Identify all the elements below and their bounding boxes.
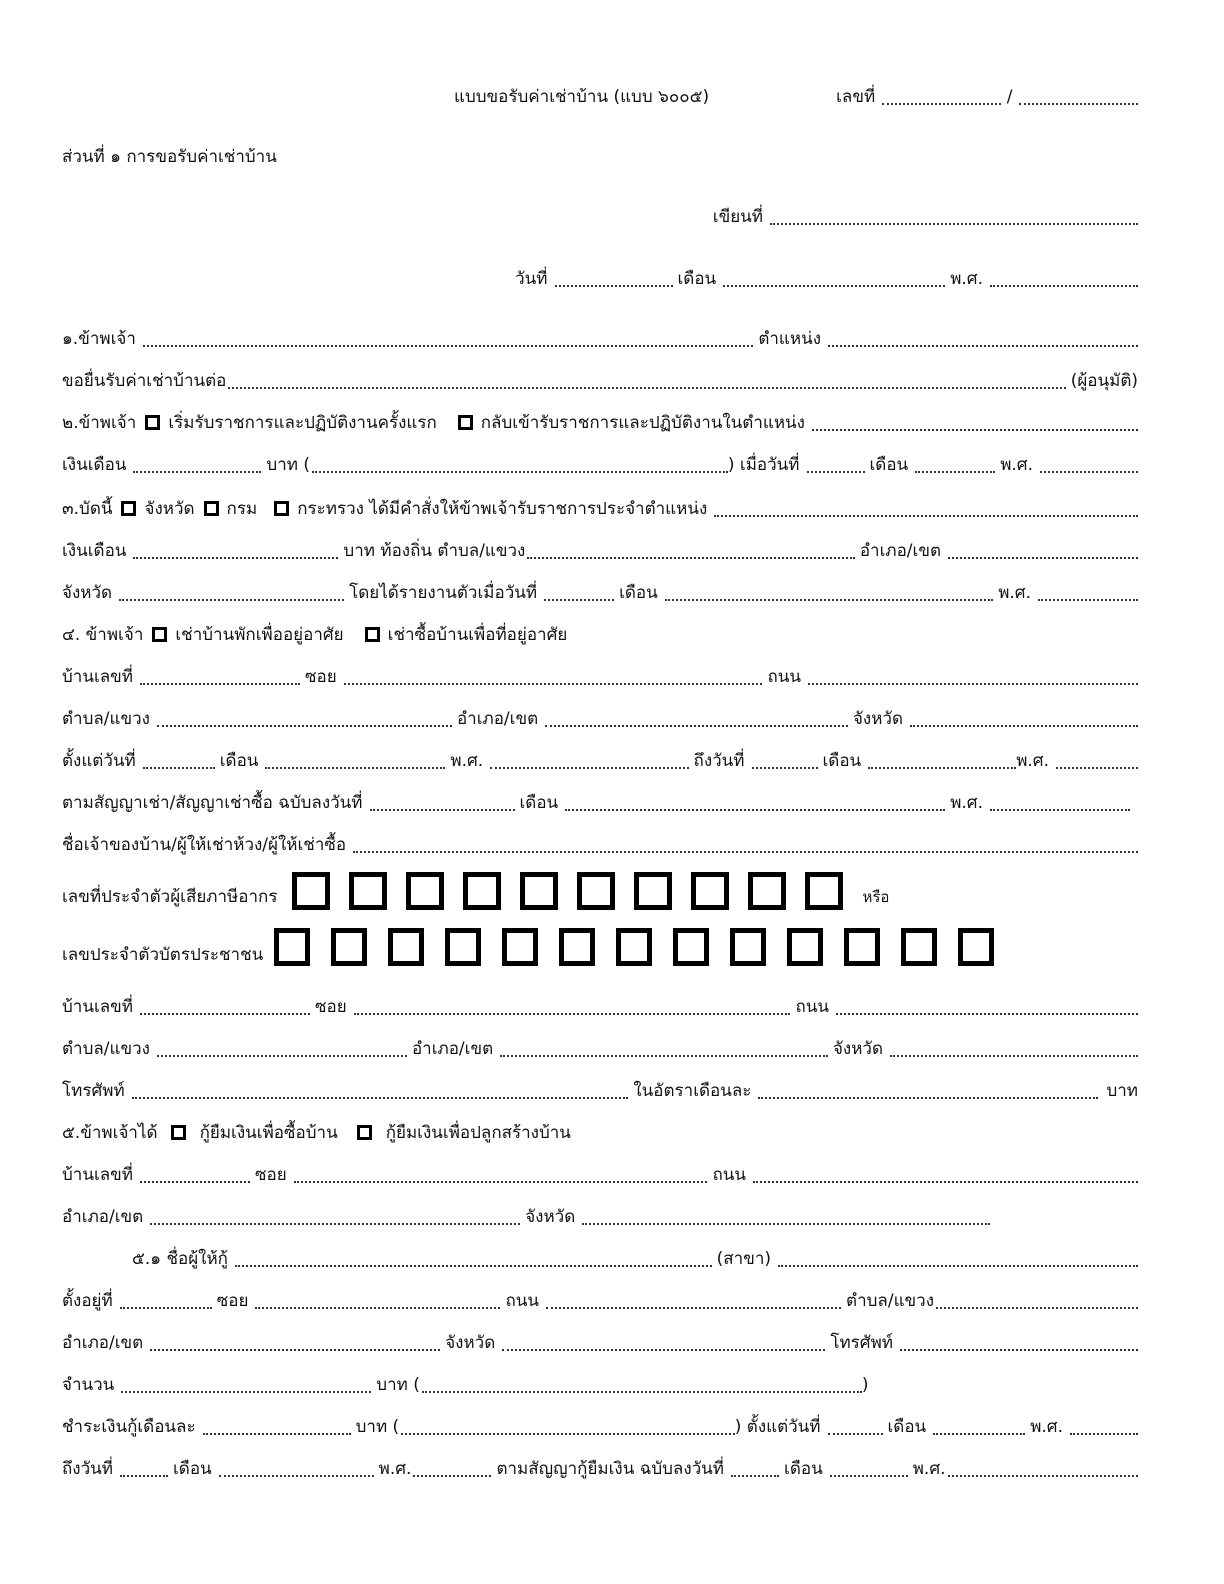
- from-month-label: เดือน: [219, 751, 259, 771]
- item4-contract-row: [62, 784, 1138, 814]
- id-card-digit-box[interactable]: [559, 928, 595, 966]
- salary-label: เงินเดือน: [62, 455, 127, 475]
- assigned-position-field[interactable]: [714, 497, 1138, 517]
- applicant-name-field[interactable]: [143, 327, 753, 347]
- item3-salary-field[interactable]: [133, 539, 338, 559]
- month-label: เดือน: [677, 269, 717, 289]
- id-card-digit-box[interactable]: [958, 928, 994, 966]
- baht-open-label: บาท (: [266, 455, 311, 475]
- loan-contract-year-label: พ.ศ.: [912, 1459, 946, 1479]
- item4-address-row: [62, 658, 1138, 688]
- reported-month-label: เดือน: [619, 583, 658, 603]
- item5-district-label: อำเภอ/เขต: [62, 1207, 144, 1227]
- first-service-label: เริ่มรับราชการและปฏิบัติงานครั้งแรก: [168, 413, 437, 433]
- lender-road-field[interactable]: [546, 1289, 841, 1309]
- owner-subdistrict-field[interactable]: [157, 1037, 407, 1057]
- loan-amount-row: [62, 1366, 1138, 1396]
- owner-house-no-field[interactable]: [140, 995, 310, 1015]
- written-at-row: [62, 198, 1138, 228]
- owner-phone-label: โทรศัพท์: [62, 1081, 125, 1101]
- id-card-digit-box[interactable]: [616, 928, 652, 966]
- lender-phone-field[interactable]: [900, 1331, 1138, 1351]
- item2-salary-row: [62, 446, 1138, 476]
- since-year-field[interactable]: [1040, 453, 1138, 473]
- from-year-field[interactable]: [490, 749, 688, 769]
- from-month-field[interactable]: [265, 749, 445, 769]
- loan-period-row: [62, 1450, 1138, 1480]
- loan-contract-label: ตามสัญญากู้ยืมเงิน ฉบับลงวันที่: [496, 1459, 725, 1479]
- item5-lead-label: ๕.ข้าพเจ้าได้: [62, 1123, 158, 1143]
- tax-id-digit-box[interactable]: [463, 872, 501, 910]
- item2-row: [62, 404, 1138, 434]
- lender-province-field[interactable]: [502, 1331, 825, 1351]
- item3-subdistrict-field[interactable]: [527, 539, 854, 559]
- monthly-payment-words-field[interactable]: [401, 1415, 735, 1435]
- form-title: แบบขอรับค่าเช่าบ้าน (แบบ ๖๐๐๕): [454, 87, 710, 107]
- year-label: พ.ศ.: [950, 269, 983, 289]
- item5-house-no-field[interactable]: [140, 1163, 250, 1183]
- written-at-label: เขียนที่: [712, 207, 763, 227]
- request-row: [62, 362, 1138, 392]
- owner-name-field[interactable]: [353, 833, 1138, 853]
- date-label: วันที่: [515, 269, 548, 289]
- since-date-label: ) เมื่อวันที่: [727, 455, 800, 475]
- from-date-label: ตั้งแต่วันที่: [62, 751, 136, 771]
- province-checkbox[interactable]: [121, 501, 136, 516]
- item3-report-row: [62, 574, 1138, 604]
- subdistrict-field[interactable]: [157, 707, 452, 727]
- item3-province-label: จังหวัด: [62, 583, 113, 603]
- loan-contract-month-label: เดือน: [784, 1459, 823, 1479]
- written-at-field[interactable]: [770, 205, 1138, 225]
- to-month-label: เดือน: [822, 751, 862, 771]
- lender-soi-label: ซอย: [216, 1291, 249, 1311]
- since-month-label: เดือน: [869, 455, 909, 475]
- since-month-field[interactable]: [915, 453, 995, 473]
- hire-purchase-checkbox[interactable]: [365, 627, 380, 642]
- lender-row: [62, 1240, 1138, 1270]
- lender-area-row: [62, 1324, 1138, 1354]
- monthly-payment-field[interactable]: [203, 1415, 351, 1435]
- owner-address-row: [62, 988, 1138, 1018]
- province-option-label: จังหวัด: [144, 499, 195, 519]
- lender-phone-label: โทรศัพท์: [830, 1333, 893, 1353]
- contract-year-field[interactable]: [990, 791, 1130, 811]
- owner-road-label: ถนน: [795, 997, 829, 1017]
- id-card-digit-box[interactable]: [787, 928, 823, 966]
- doc-number-field[interactable]: [882, 85, 1001, 105]
- house-no-label: บ้านเลขที่: [62, 667, 134, 687]
- id-card-digit-box[interactable]: [673, 928, 709, 966]
- item5-area-row: [62, 1198, 1138, 1228]
- road-field[interactable]: [808, 665, 1138, 685]
- from-day-field[interactable]: [143, 749, 215, 769]
- tax-id-digit-box[interactable]: [691, 872, 729, 910]
- owner-area-row: [62, 1030, 1138, 1060]
- loan-to-day-field[interactable]: [120, 1457, 168, 1477]
- contract-date-label: ตามสัญญาเช่า/สัญญาเช่าซื้อ ฉบับลงวันที่: [62, 793, 363, 813]
- loan-to-date-label: ถึงวันที่: [62, 1459, 113, 1479]
- date-year-field[interactable]: [990, 267, 1138, 287]
- loan-buy-checkbox[interactable]: [171, 1125, 186, 1140]
- hire-purchase-option-label: เช่าซื้อบ้านเพื่อที่อยู่อาศัย: [387, 625, 568, 645]
- lender-district-field[interactable]: [150, 1331, 440, 1351]
- payment-from-year-field[interactable]: [1070, 1415, 1138, 1435]
- item5-address-row: [62, 1156, 1138, 1186]
- contract-month-field[interactable]: [565, 791, 945, 811]
- rent-checkbox[interactable]: [152, 627, 167, 642]
- lender-province-label: จังหวัด: [445, 1333, 496, 1353]
- loan-build-label: กู้ยืมเงินเพื่อปลูกสร้างบ้าน: [385, 1123, 571, 1143]
- lender-subdistrict-label: ตำบล/แขวง: [846, 1291, 934, 1311]
- owner-house-no-label: บ้านเลขที่: [62, 997, 134, 1017]
- loan-amount-words-field[interactable]: [422, 1373, 862, 1393]
- item5-row: [62, 1114, 1138, 1144]
- lender-district-label: อำเภอ/เขต: [62, 1333, 144, 1353]
- owner-soi-label: ซอย: [315, 997, 347, 1017]
- to-day-field[interactable]: [752, 749, 818, 769]
- since-year-label: พ.ศ.: [1000, 455, 1033, 475]
- date-month-field[interactable]: [723, 267, 945, 287]
- salary-field[interactable]: [133, 453, 261, 473]
- item5-province-field[interactable]: [582, 1205, 990, 1225]
- item3-row: [62, 490, 1138, 520]
- subdistrict-label: ตำบล/แขวง: [62, 709, 150, 729]
- reported-day-field[interactable]: [544, 581, 614, 601]
- road-label: ถนน: [767, 667, 801, 687]
- owner-province-field[interactable]: [890, 1037, 1138, 1057]
- district-label: อำเภอ/เขต: [456, 709, 539, 729]
- baht-local-subdistrict-label: บาท ท้องถิ่น ตำบล/แขวง: [343, 541, 526, 561]
- lender-location-field[interactable]: [120, 1289, 212, 1309]
- id-card-label: เลขประจำตัวบัตรประชาชน: [62, 945, 264, 965]
- item4-lead-label: ๔. ข้าพเจ้า: [62, 625, 144, 645]
- loan-amount-field[interactable]: [121, 1373, 371, 1393]
- item3-province-field[interactable]: [119, 581, 344, 601]
- item3-district-label: อำเภอ/เขต: [859, 541, 941, 561]
- baht-label: บาท: [1106, 1081, 1138, 1101]
- or-label: หรือ: [862, 888, 890, 906]
- ministry-checkbox[interactable]: [274, 501, 289, 516]
- tax-id-boxes: [292, 872, 862, 910]
- branch-label: (สาขา): [716, 1249, 771, 1269]
- item2-lead-label: ๒.ข้าพเจ้า: [62, 413, 137, 433]
- item5-soi-label: ซอย: [255, 1165, 287, 1185]
- lender-road-label: ถนน: [505, 1291, 539, 1311]
- item4-row: [62, 616, 1138, 646]
- first-service-checkbox[interactable]: [145, 415, 160, 430]
- id-card-digit-box[interactable]: [844, 928, 880, 966]
- request-label: ขอยื่นรับค่าเช่าบ้านต่อ: [62, 371, 227, 391]
- owner-district-label: อำเภอ/เขต: [411, 1039, 494, 1059]
- loan-contract-year-field[interactable]: [948, 1457, 1138, 1477]
- house-no-field[interactable]: [140, 665, 300, 685]
- item3-district-field[interactable]: [948, 539, 1138, 559]
- owner-phone-row: [62, 1072, 1138, 1102]
- department-checkbox[interactable]: [204, 501, 219, 516]
- item3-lead-label: ๓.บัดนี้: [62, 499, 113, 519]
- lender-address-row: [62, 1282, 1138, 1312]
- tax-id-digit-box[interactable]: [805, 872, 843, 910]
- rent-option-label: เช่าบ้านพักเพื่ออยู่อาศัย: [175, 625, 344, 645]
- lender-soi-field[interactable]: [255, 1289, 500, 1309]
- id-card-digit-box[interactable]: [502, 928, 538, 966]
- item3-salary-label: เงินเดือน: [62, 541, 127, 561]
- loan-contract-day-field[interactable]: [731, 1457, 779, 1477]
- date-day-field[interactable]: [555, 267, 673, 287]
- payment-baht-open-label: บาท (: [355, 1417, 400, 1437]
- item1-row: [62, 320, 1138, 350]
- payment-from-day-field[interactable]: [828, 1415, 883, 1435]
- reported-year-field[interactable]: [1038, 581, 1138, 601]
- approver-label: (ผู้อนุมัติ): [1070, 371, 1138, 391]
- item1-name-label: ๑.ข้าพเจ้า: [62, 329, 136, 349]
- item5-house-no-label: บ้านเลขที่: [62, 1165, 134, 1185]
- form-header: [62, 78, 1138, 108]
- to-month-field[interactable]: [868, 749, 1016, 769]
- owner-subdistrict-label: ตำบล/แขวง: [62, 1039, 150, 1059]
- reported-year-label: พ.ศ.: [998, 583, 1031, 603]
- return-position-field[interactable]: [812, 411, 1138, 431]
- lender-located-label: ตั้งอยู่ที่: [62, 1291, 113, 1311]
- salary-words-field[interactable]: [312, 453, 728, 473]
- loan-to-month-label: เดือน: [172, 1459, 212, 1479]
- id-card-digit-box[interactable]: [730, 928, 766, 966]
- loan-to-year-field[interactable]: [413, 1457, 491, 1477]
- doc-number-separator: /: [1006, 87, 1013, 107]
- owner-soi-field[interactable]: [354, 995, 791, 1015]
- payment-from-month-label: เดือน: [887, 1417, 927, 1437]
- owner-road-field[interactable]: [836, 995, 1138, 1015]
- tax-id-digit-box[interactable]: [634, 872, 672, 910]
- owner-row: [62, 826, 1138, 856]
- tax-id-label: เลขที่ประจำตัวผู้เสียภาษีอากร: [62, 887, 278, 907]
- id-card-digit-box[interactable]: [331, 928, 367, 966]
- position-label: ตำแหน่ง: [758, 329, 821, 349]
- tax-id-digit-box[interactable]: [292, 872, 330, 910]
- payment-from-year-label: พ.ศ.: [1030, 1417, 1063, 1437]
- item5-district-field[interactable]: [150, 1205, 520, 1225]
- owner-label: ชื่อเจ้าของบ้าน/ผู้ให้เช่าห้วง/ผู้ให้เช่าซื้อ: [62, 835, 347, 855]
- return-service-checkbox[interactable]: [458, 415, 473, 430]
- part1-title-row: [62, 138, 1138, 168]
- return-service-label: กลับเข้ารับราชการและปฏิบัติงานในตำแหน่ง: [480, 413, 805, 433]
- monthly-rate-label: ในอัตราเดือนละ: [633, 1081, 752, 1101]
- item5-soi-field[interactable]: [294, 1163, 708, 1183]
- item5-province-label: จังหวัด: [525, 1207, 576, 1227]
- to-date-label: ถึงวันที่: [693, 751, 745, 771]
- id-card-digit-box[interactable]: [445, 928, 481, 966]
- reported-month-field[interactable]: [665, 581, 993, 601]
- owner-phone-field[interactable]: [132, 1079, 629, 1099]
- reported-date-label: โดยได้รายงานตัวเมื่อวันที่: [349, 583, 538, 603]
- doc-year-field[interactable]: [1019, 85, 1138, 105]
- loan-to-month-field[interactable]: [219, 1457, 374, 1477]
- tax-id-digit-box[interactable]: [748, 872, 786, 910]
- item5-road-field[interactable]: [753, 1163, 1138, 1183]
- to-year-label: พ.ศ.: [1016, 751, 1049, 771]
- soi-field[interactable]: [344, 665, 763, 685]
- loan-to-year-label: พ.ศ.: [378, 1459, 412, 1479]
- item3-salary-row: [62, 532, 1138, 562]
- department-option-label: กรม: [226, 499, 258, 519]
- contract-day-field[interactable]: [370, 791, 515, 811]
- part1-title: ส่วนที่ ๑ การขอรับค่าเช่าบ้าน: [62, 147, 277, 167]
- approver-field[interactable]: [228, 369, 1065, 389]
- date-row: [62, 260, 1138, 290]
- province-label: จังหวัด: [852, 709, 903, 729]
- loan-contract-month-field[interactable]: [830, 1457, 908, 1477]
- amount-baht-open-label: บาท (: [376, 1375, 420, 1395]
- contract-year-label: พ.ศ.: [950, 793, 983, 813]
- monthly-payment-row: [62, 1408, 1138, 1438]
- payment-from-month-field[interactable]: [933, 1415, 1025, 1435]
- amount-label: จำนวน: [62, 1375, 115, 1395]
- lender-subdistrict-field[interactable]: [936, 1289, 1138, 1309]
- tax-id-digit-box[interactable]: [520, 872, 558, 910]
- id-card-boxes: [274, 928, 1015, 966]
- loan-build-checkbox[interactable]: [357, 1125, 372, 1140]
- payment-from-date-label: ) ตั้งแต่วันที่: [734, 1417, 821, 1437]
- id-card-digit-box[interactable]: [388, 928, 424, 966]
- from-year-label: พ.ศ.: [450, 751, 484, 771]
- branch-field[interactable]: [778, 1247, 1138, 1267]
- id-card-digit-box[interactable]: [274, 928, 310, 966]
- loan-buy-label: กู้ยืมเงินเพื่อซื้อบ้าน: [199, 1123, 338, 1143]
- since-day-field[interactable]: [807, 453, 865, 473]
- to-year-field[interactable]: [1056, 749, 1138, 769]
- contract-month-label: เดือน: [519, 793, 559, 813]
- doc-number-label: เลขที่: [836, 87, 876, 107]
- ministry-option-label: กระทรวง ได้มีคำสั่งให้ข้าพเจ้ารับราชการประจำตำแหน่ง: [297, 499, 708, 519]
- id-card-row: [62, 918, 1138, 966]
- owner-province-label: จังหวัด: [832, 1039, 883, 1059]
- item4-period-row: [62, 742, 1138, 772]
- tax-id-digit-box[interactable]: [406, 872, 444, 910]
- lender-label: ๕.๑ ชื่อผู้ให้กู้: [132, 1249, 228, 1269]
- id-card-digit-box[interactable]: [901, 928, 937, 966]
- province-field[interactable]: [910, 707, 1138, 727]
- item5-road-label: ถนน: [712, 1165, 746, 1185]
- monthly-payment-label: ชำระเงินกู้เดือนละ: [62, 1417, 196, 1437]
- amount-close-paren: ): [861, 1375, 869, 1395]
- lender-name-field[interactable]: [235, 1247, 712, 1267]
- soi-label: ซอย: [305, 667, 337, 687]
- tax-id-digit-box[interactable]: [577, 872, 615, 910]
- district-field[interactable]: [545, 707, 848, 727]
- position-field[interactable]: [828, 327, 1138, 347]
- item4-area-row: [62, 700, 1138, 730]
- tax-id-row: [62, 862, 1138, 910]
- tax-id-digit-box[interactable]: [349, 872, 387, 910]
- monthly-rate-field[interactable]: [758, 1079, 1098, 1099]
- owner-district-field[interactable]: [500, 1037, 828, 1057]
